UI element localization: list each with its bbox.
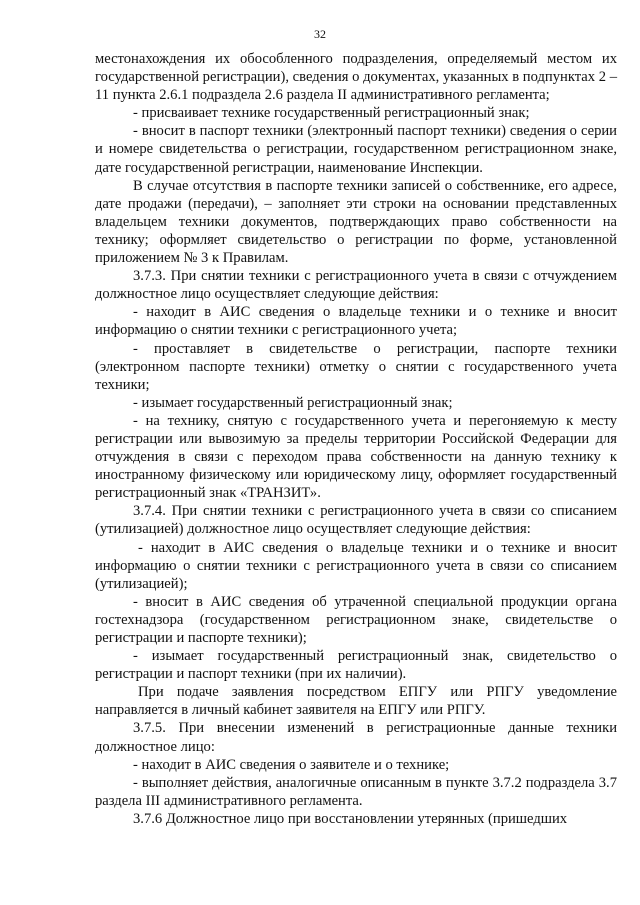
paragraph: В случае отсутствия в паспорте техники записей о собственнике, его адресе, дате продажи (передачи), – заполняет эти строки на основании представленных владельцем техники документов, подтверждающих право собственности на технику; оформляет свидетельство о регистрации по форме, установленной приложением № 3 к Правилам.: [95, 177, 617, 267]
page-number: 32: [314, 27, 326, 41]
list-item: - присваивает технике государственный регистрационный знак;: [133, 105, 530, 122]
list-item: - находит в АИС сведения о владельце техники и о технике и вносит информацию о снятии техники с регистрационного учета;: [95, 304, 617, 339]
list-item: - проставляет в свидетельстве о регистрации, паспорте техники (электронном паспорте техники) отметку о снятии с государственного учета техники;: [95, 340, 617, 393]
clause-3-7-6: 3.7.6 Должностное лицо при восстановлении утерянных (пришедших: [133, 810, 568, 827]
list-item: - изымает государственный регистрационный знак;: [133, 394, 453, 411]
clause-3-7-3: 3.7.3. При снятии техники с регистрационного учета в связи с отчуждением должностное лицо осуществляет следующие действия:: [95, 268, 617, 303]
clause-3-7-4: 3.7.4. При снятии техники с регистрационного учета в связи со списанием (утилизацией) должностное лицо осуществляет следующие действия:: [95, 503, 617, 538]
list-item: - вносит в паспорт техники (электронный паспорт техники) сведения о серии и номере свидетельства о регистрации, государственном регистрационном знаке, дате государственной регистрации, наименование Инспекции.: [95, 123, 617, 176]
list-item: - изымает государственный регистрационный знак, свидетельство о регистрации и паспорт техники (при их наличии).: [95, 648, 617, 683]
document-body: [95, 50, 617, 828]
list-item: - находит в АИС сведения о заявителе и о технике;: [133, 756, 450, 773]
paragraph: местонахождения их обособленного подразделения, определяемый местом их государственной регистрации), сведения о документах, указанных в подпунктах 2 – 11 пункта 2.6.1 подраздела 2.6 раздела II административного регламента;: [95, 51, 617, 104]
clause-3-7-5: 3.7.5. При внесении изменений в регистрационные данные техники должностное лицо:: [95, 720, 617, 755]
paragraph: При подаче заявления посредством ЕПГУ или РПГУ уведомление направляется в личный кабинет заявителя на ЕПГУ или РПГУ.: [95, 684, 617, 719]
list-item: - вносит в АИС сведения об утраченной специальной продукции органа гостехнадзора (государственном регистрационном знаке, свидетельстве о регистрации и паспорте техники);: [95, 593, 617, 646]
list-item: - на технику, снятую с государственного учета и перегоняемую к месту регистрации или вывозимую за пределы территории Российской Федерации для отчуждения в связи с переходом права собственности на данную технику к иностранному физическому или юридическому лицу, оформляет государственный регистрационный знак «ТРАНЗИТ».: [95, 412, 617, 502]
list-item: - выполняет действия, аналогичные описанным в пункте 3.7.2 подраздела 3.7 раздела III административного регламента.: [95, 774, 617, 809]
list-item: - находит в АИС сведения о владельце техники и о технике и вносит информацию о снятии техники с регистрационного учета в связи со списанием (утилизацией);: [95, 539, 617, 592]
